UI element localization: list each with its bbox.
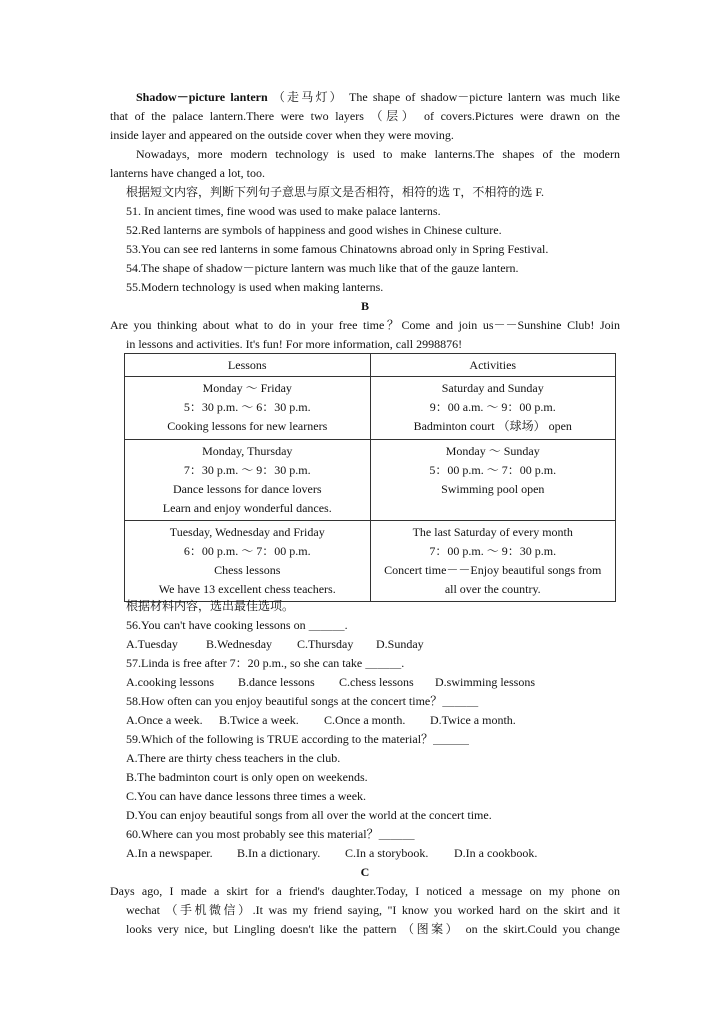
- section-b-intro-line-1: Are you thinking about what to do in your free time？Come and join us－－Sunshine Club! Join: [110, 318, 620, 332]
- option-c: C.Once a month.: [324, 713, 406, 727]
- cell-line: 7：00 p.m. ～ 9：30 p.m.: [429, 544, 557, 558]
- question-53: 53.You can see red lanterns in some famous Chinatowns abroad only in Spring Festival.: [126, 242, 549, 256]
- question-51: 51. In ancient times, fine wood was used to make palace lanterns.: [126, 204, 441, 218]
- question-59-option-d: D.You can enjoy beautiful songs from all over the world at the concert time.: [126, 808, 492, 822]
- option-b: B.dance lessons: [238, 675, 315, 689]
- table-row: [125, 377, 616, 440]
- lessons-cell: [125, 521, 371, 602]
- activities-cell: [370, 440, 616, 521]
- question-59-option-a: A.There are thirty chess teachers in the club.: [126, 751, 341, 765]
- option-d: D.Twice a month.: [430, 713, 516, 727]
- cell-line: Monday ～ Friday: [202, 381, 292, 395]
- option-d: D.Sunday: [376, 637, 424, 651]
- option-d: D.In a cookbook.: [454, 846, 538, 860]
- option-a: A.Tuesday: [126, 637, 178, 651]
- cell-line: The last Saturday of every month: [412, 525, 573, 539]
- option-a: A.In a newspaper.: [126, 846, 213, 860]
- activities-cell: [370, 521, 616, 602]
- passage-a-instruction: 根据短文内容，判断下列句子意思与原文是否相符，相符的选 T，不相符的选 F.: [126, 185, 545, 199]
- table-header-row: [125, 354, 616, 377]
- cell-line: 5：00 p.m. ～ 7：00 p.m.: [429, 463, 557, 477]
- cell-line: Chess lessons: [214, 563, 281, 577]
- cell-line: Monday, Thursday: [202, 444, 293, 458]
- question-54: 54.The shape of shadow－picture lantern was much like that of the gauze lantern.: [126, 261, 519, 275]
- cell-line: Cooking lessons for new learners: [167, 419, 328, 433]
- option-c: C.chess lessons: [339, 675, 414, 689]
- option-c: C.In a storybook.: [345, 846, 429, 860]
- option-b: B.In a dictionary.: [237, 846, 321, 860]
- passage-a-paragraph-1-line-1: [110, 88, 620, 106]
- cell-line: 9：00 a.m. ～ 9：00 p.m.: [429, 400, 556, 414]
- section-c-heading: C: [360, 865, 370, 879]
- cell-line: Badminton court （球场） open: [413, 419, 572, 433]
- passage-a-paragraph-1-line-2: that of the palace lantern.There were two layers （层） of covers.Pictures were drawn on the: [110, 109, 620, 123]
- option-b: B.Wednesday: [206, 637, 273, 651]
- question-59-option-c: C.You can have dance lessons three times a week.: [126, 789, 367, 803]
- question-57: 57.Linda is free after 7：20 p.m., so she can take ＿＿＿.: [126, 656, 405, 670]
- section-c-line-2: wechat （手机微信）.It was my friend saying, "I know you worked hard on the skirt and it: [126, 903, 620, 917]
- activities-cell: [370, 377, 616, 440]
- cell-line: Learn and enjoy wonderful dances.: [162, 501, 332, 515]
- cell-line: We have 13 excellent chess teachers.: [158, 582, 336, 596]
- cell-line: Dance lessons for dance lovers: [172, 482, 322, 496]
- option-a: A.cooking lessons: [126, 675, 214, 689]
- cell-line: Monday ～ Sunday: [445, 444, 540, 458]
- passage-a-paragraph-1-line-3: inside layer and appeared on the outside cover when they were moving.: [110, 128, 454, 142]
- option-b: B.Twice a week.: [219, 713, 299, 727]
- table-row: [125, 521, 616, 602]
- question-59: 59.Which of the following is TRUE according to the material？＿＿＿: [126, 732, 470, 746]
- lessons-header: Lessons: [125, 354, 371, 377]
- lessons-cell: [125, 440, 371, 521]
- question-60: 60.Where can you most probably see this material？＿＿＿: [126, 827, 415, 841]
- lantern-term: Shadow－picture lantern: [136, 90, 268, 104]
- section-c-line-1: Days ago, I made a skirt for a friend's daughter.Today, I noticed a message on my phone on: [110, 884, 620, 898]
- question-55: 55.Modern technology is used when making lanterns.: [126, 280, 384, 294]
- cell-line: 7：30 p.m. ～ 9：30 p.m.: [183, 463, 311, 477]
- question-59-option-b: B.The badminton court is only open on weekends.: [126, 770, 368, 784]
- cell-line: 6：00 p.m. ～ 7：00 p.m.: [183, 544, 311, 558]
- cell-line: all over the country.: [444, 582, 541, 596]
- table-row: [125, 440, 616, 521]
- section-b-intro-line-2: in lessons and activities. It's fun! For more information, call 2998876!: [126, 337, 463, 351]
- passage-a-text: （走马灯） The shape of shadow－picture lantern was much like: [272, 90, 620, 104]
- activities-header: Activities: [370, 354, 616, 377]
- option-d: D.swimming lessons: [435, 675, 536, 689]
- cell-line: Tuesday, Wednesday and Friday: [169, 525, 325, 539]
- passage-a-paragraph-2-line-1: Nowadays, more modern technology is used to make lanterns.The shapes of the modern: [136, 147, 620, 161]
- option-c: C.Thursday: [297, 637, 354, 651]
- cell-line: Saturday and Sunday: [441, 381, 544, 395]
- question-56: 56.You can't have cooking lessons on ＿＿＿.: [126, 618, 348, 632]
- option-a: A.Once a week.: [126, 713, 203, 727]
- cell-line: Swimming pool open: [441, 482, 545, 496]
- section-c-line-3: looks very nice, but Lingling doesn't like the pattern （图案） on the skirt.Could you change: [126, 922, 620, 936]
- question-58: 58.How often can you enjoy beautiful songs at the concert time？＿＿＿: [126, 694, 479, 708]
- club-schedule-table: [124, 353, 616, 602]
- cell-line: Concert time－－Enjoy beautiful songs from: [384, 563, 602, 577]
- cell-line: 5：30 p.m. ～ 6：30 p.m.: [183, 400, 311, 414]
- lessons-cell: [125, 377, 371, 440]
- passage-a-paragraph-2-line-2: lanterns have changed a lot, too.: [110, 166, 265, 180]
- question-52: 52.Red lanterns are symbols of happiness and good wishes in Chinese culture.: [126, 223, 502, 237]
- section-b-heading: B: [360, 299, 369, 313]
- section-b-instruction: 根据材料内容，选出最佳选项。: [126, 599, 295, 613]
